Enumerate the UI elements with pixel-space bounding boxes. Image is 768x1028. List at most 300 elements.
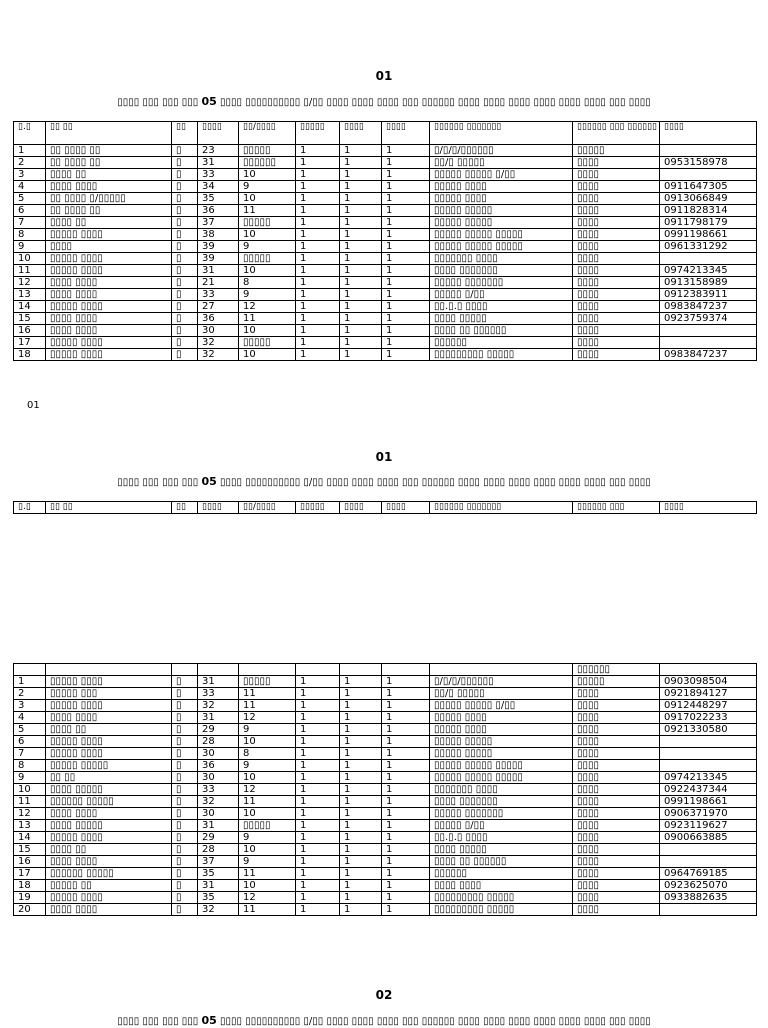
table-cell: 12 (239, 712, 296, 724)
table-cell: 1 (296, 808, 340, 820)
table-cell: ▯▯▯▯▯▯▯▯▯ ▯▯▯▯▯ (430, 904, 573, 916)
table-cell: ▯ (172, 772, 198, 784)
table-cell: 1 (296, 760, 340, 772)
table-cell: ▯ (172, 277, 198, 289)
table-cell: 1 (296, 277, 340, 289)
table-cell: 1 (340, 337, 382, 349)
table-cell: ▯ (172, 904, 198, 916)
table-cell: 0912448297 (660, 700, 757, 712)
table-cell: ▯ (172, 820, 198, 832)
table-cell: 3 (14, 169, 46, 181)
table-cell: ▯▯▯▯ (573, 313, 660, 325)
table-cell: ▯▯ ▯▯ (46, 772, 172, 784)
table-cell: 0911798179 (660, 217, 757, 229)
table-cell: ▯▯▯▯ (573, 217, 660, 229)
table-cell: 36 (198, 313, 239, 325)
table-cell: 1 (296, 313, 340, 325)
table-cell: 33 (198, 784, 239, 796)
table-cell (660, 856, 757, 868)
table-cell: 9 (239, 832, 296, 844)
table-cell: ▯▯▯▯ (46, 241, 172, 253)
table-cell: 0921330580 (660, 724, 757, 736)
table-cell: ▯▯/▯ ▯▯▯▯▯ (430, 157, 573, 169)
table-cell: 10 (239, 325, 296, 337)
table-cell: 1 (382, 868, 430, 880)
table-row (14, 337, 757, 349)
table-cell: ▯ (172, 217, 198, 229)
table-cell: 1 (296, 349, 340, 361)
table-cell: ▯ (172, 880, 198, 892)
table-cell: 11 (14, 265, 46, 277)
table-row (14, 736, 757, 748)
table-cell: ▯▯▯▯▯▯ (239, 157, 296, 169)
table-cell: 6 (14, 736, 46, 748)
table-cell: ▯▯▯▯▯ (296, 502, 340, 514)
table-header-row (14, 502, 757, 514)
table-cell: ▯ (172, 349, 198, 361)
table-cell: ▯▯▯▯▯▯ ▯▯▯ ▯▯▯▯▯▯ (573, 122, 660, 145)
table-cell: ▯▯▯▯▯ ▯▯▯▯ (46, 892, 172, 904)
table-cell: 1 (340, 712, 382, 724)
table-cell: 11 (14, 796, 46, 808)
table-cell: 6 (14, 205, 46, 217)
table-cell: 1 (382, 289, 430, 301)
table-cell: ▯▯▯▯ (573, 796, 660, 808)
heading-text: ▯▯▯▯ ▯▯▯▯▯▯▯▯▯▯ ▯/▯▯ ▯▯▯▯ ▯▯▯▯ ▯▯▯▯ ▯▯▯ ▯▯▯▯▯▯ ▯▯▯▯ ▯▯▯▯ ▯▯▯▯ ▯▯▯▯ ▯▯▯▯ ▯▯▯▯ ▯▯▯ ▯▯▯▯ (220, 97, 651, 108)
table-cell: ▯▯▯▯ (382, 502, 430, 514)
table-cell: 1 (296, 217, 340, 229)
table-cell: 1 (340, 253, 382, 265)
table-cell: ▯▯▯▯ (573, 253, 660, 265)
table-cell: ▯ (172, 289, 198, 301)
table-cell: 1 (296, 289, 340, 301)
table-cell: ▯▯/▯ ▯▯▯▯▯ (430, 688, 573, 700)
table-cell: 1 (340, 181, 382, 193)
table-cell: ▯▯▯▯ (573, 205, 660, 217)
table-cell: ▯▯▯▯▯ ▯/▯▯ (430, 820, 573, 832)
table-cell: ▯▯▯▯▯ (573, 676, 660, 688)
table-cell: ▯▯▯▯▯ ▯▯ (46, 880, 172, 892)
table-cell: 0900663885 (660, 832, 757, 844)
table-cell: 12 (239, 784, 296, 796)
table-row (14, 265, 757, 277)
table-cell: 9 (14, 241, 46, 253)
table-cell: ▯▯▯▯▯ ▯/▯▯ (430, 289, 573, 301)
table-cell: 1 (382, 205, 430, 217)
table-cell: 4 (14, 181, 46, 193)
table-cell: 1 (382, 904, 430, 916)
table-cell: ▯ (172, 832, 198, 844)
table-cell: 0923759374 (660, 313, 757, 325)
table-cell: ▯▯▯▯▯ ▯▯▯▯ (46, 253, 172, 265)
table-cell: ▯▯▯▯ ▯▯▯▯ (430, 880, 573, 892)
table-row (14, 145, 757, 157)
table-cell: 1 (296, 169, 340, 181)
table-row (14, 832, 757, 844)
table-row (14, 904, 757, 916)
table-cell: 0903098504 (660, 676, 757, 688)
table-cell: 7 (14, 217, 46, 229)
table-cell: 1 (382, 820, 430, 832)
table-cell: ▯▯▯▯ ▯▯▯▯▯ (46, 784, 172, 796)
table-cell: 14 (14, 832, 46, 844)
table-cell: ▯▯▯▯▯ ▯▯▯▯▯ ▯▯▯▯▯ (430, 772, 573, 784)
table-cell: 1 (340, 748, 382, 760)
table-cell: ▯▯▯▯ (573, 760, 660, 772)
roster-table-header (13, 501, 757, 514)
table-cell: 1 (296, 748, 340, 760)
table-cell: 1 (296, 700, 340, 712)
table-cell: 11 (239, 904, 296, 916)
table-cell: 17 (14, 868, 46, 880)
table-cell: 1 (340, 313, 382, 325)
table-cell: ▯ (172, 325, 198, 337)
table-row (14, 676, 757, 688)
table-cell: 7 (14, 748, 46, 760)
table-cell: ▯▯▯▯▯ ▯▯▯▯▯ (430, 736, 573, 748)
table-cell: ▯▯▯▯▯▯▯ ▯▯▯▯ (430, 253, 573, 265)
table-cell: ▯▯.▯.▯ ▯▯▯▯ (430, 301, 573, 313)
table-cell: 11 (239, 796, 296, 808)
table-cell: ▯▯▯▯ ▯▯▯▯ (46, 277, 172, 289)
table-cell: ▯ (172, 169, 198, 181)
table-cell: 1 (296, 868, 340, 880)
table-row (14, 748, 757, 760)
document-heading (0, 96, 768, 109)
table-row (14, 856, 757, 868)
table-cell: 38 (198, 229, 239, 241)
table-cell: 13 (14, 289, 46, 301)
table-cell (660, 748, 757, 760)
table-cell: 10 (239, 229, 296, 241)
table-cell: ▯▯▯▯▯ ▯▯▯▯ (46, 700, 172, 712)
table-cell: ▯▯▯▯▯ ▯▯▯ (46, 688, 172, 700)
table-cell: ▯▯▯▯▯ ▯▯▯▯▯ ▯▯▯▯▯ (430, 229, 573, 241)
table-cell: 1 (340, 688, 382, 700)
table-row (14, 868, 757, 880)
table-cell: 33 (198, 289, 239, 301)
table-cell: ▯▯▯▯ (573, 181, 660, 193)
table-cell: 1 (340, 265, 382, 277)
table-cell: ▯▯▯▯ (573, 193, 660, 205)
table-row (14, 181, 757, 193)
table-cell: ▯▯▯▯▯ (239, 337, 296, 349)
table-cell: ▯▯▯▯ (573, 325, 660, 337)
table-cell: 36 (198, 760, 239, 772)
table-cell: 5 (14, 724, 46, 736)
table-cell: ▯▯▯▯ ▯▯▯▯ (46, 313, 172, 325)
table-cell: 10 (14, 253, 46, 265)
heading-number: 05 (201, 1014, 217, 1027)
table-cell: ▯▯▯▯ (573, 784, 660, 796)
table-cell: 10 (239, 844, 296, 856)
table-cell: ▯▯▯▯▯ (239, 217, 296, 229)
table-cell: ▯▯/▯▯▯▯ (239, 502, 296, 514)
table-cell: 1 (296, 784, 340, 796)
table-cell: ▯▯▯▯ ▯▯▯▯ (46, 712, 172, 724)
table-cell: 1 (340, 700, 382, 712)
table-cell: 30 (198, 748, 239, 760)
table-cell: ▯▯▯▯▯ ▯▯▯▯ (46, 265, 172, 277)
table-cell: 1 (296, 832, 340, 844)
table-cell: ▯▯▯▯ (573, 880, 660, 892)
table-cell: ▯ (172, 337, 198, 349)
table-cell: 28 (198, 736, 239, 748)
table-cell: 1 (296, 229, 340, 241)
table-cell: 0922437344 (660, 784, 757, 796)
table-cell: 1 (382, 724, 430, 736)
table-cell: 1 (296, 856, 340, 868)
heading-number: 05 (201, 95, 217, 108)
table-cell: 15 (14, 313, 46, 325)
table-cell: 0911828314 (660, 205, 757, 217)
table-cell: ▯▯▯▯▯▯ ▯▯▯▯▯ (46, 796, 172, 808)
table-cell: ▯▯▯▯▯▯ ▯▯▯▯▯▯▯ (430, 122, 573, 145)
table-row (14, 301, 757, 313)
table-cell: 1 (296, 712, 340, 724)
table-cell: 9 (239, 856, 296, 868)
table-cell: 30 (198, 808, 239, 820)
heading-text: ▯▯▯▯ ▯▯▯ ▯▯▯ ▯▯▯ (117, 1016, 199, 1027)
table-cell: ▯▯ ▯▯ (46, 502, 172, 514)
table-cell: ▯▯▯▯▯ ▯▯▯▯ (430, 193, 573, 205)
table-cell: ▯▯▯▯ (573, 265, 660, 277)
table-cell: 1 (382, 265, 430, 277)
table-cell: ▯ (172, 193, 198, 205)
table-cell: 9 (239, 241, 296, 253)
table-header-row (14, 122, 757, 145)
table-cell: ▯▯▯▯ ▯▯▯▯ (46, 181, 172, 193)
table-cell: ▯▯▯▯ (573, 712, 660, 724)
table-cell: 0991198661 (660, 229, 757, 241)
table-cell: 11 (239, 700, 296, 712)
table-cell: ▯▯▯▯ ▯▯ ▯▯▯▯▯▯ (430, 325, 573, 337)
table-row (14, 277, 757, 289)
table-cell: 35 (198, 868, 239, 880)
table-cell: 1 (340, 229, 382, 241)
table-cell: 1 (340, 880, 382, 892)
table-cell (239, 664, 296, 676)
table-cell: ▯▯▯▯ ▯▯ (46, 169, 172, 181)
table-cell: 1 (296, 772, 340, 784)
table-cell: 13 (14, 820, 46, 832)
table-cell: ▯▯▯▯ ▯▯▯▯▯ (430, 313, 573, 325)
table-cell: ▯▯▯▯ (573, 736, 660, 748)
table-cell: ▯ (172, 748, 198, 760)
table-cell: ▯ (172, 760, 198, 772)
table-cell: 5 (14, 193, 46, 205)
table-cell: ▯▯▯▯▯ ▯▯▯▯▯▯▯ (430, 277, 573, 289)
table-cell: 16 (14, 856, 46, 868)
table-cell: 1 (340, 193, 382, 205)
table-row (14, 289, 757, 301)
table-cell: 1 (296, 205, 340, 217)
table-cell: ▯▯ ▯▯▯▯ ▯/▯▯▯▯▯ (46, 193, 172, 205)
table-cell: 1 (382, 193, 430, 205)
table-cell: 0911647305 (660, 181, 757, 193)
table-cell: ▯ (172, 676, 198, 688)
table-cell: 32 (198, 700, 239, 712)
table-cell: 0921894127 (660, 688, 757, 700)
table-cell: 0964769185 (660, 868, 757, 880)
table-cell: ▯▯▯▯▯ ▯▯▯▯ (46, 832, 172, 844)
table-cell: 18 (14, 349, 46, 361)
table-cell (296, 664, 340, 676)
table-cell: ▯ (172, 157, 198, 169)
table-cell: 10 (239, 736, 296, 748)
table-cell: 0933882635 (660, 892, 757, 904)
table-cell: ▯▯▯▯ ▯▯ (46, 844, 172, 856)
table-cell: 10 (239, 193, 296, 205)
page-number: 01 (375, 69, 393, 83)
table-cell: 1 (382, 712, 430, 724)
table-row (14, 217, 757, 229)
table-cell (660, 337, 757, 349)
table-header-row (14, 664, 757, 676)
table-cell: 14 (14, 301, 46, 313)
table-row (14, 688, 757, 700)
table-row (14, 784, 757, 796)
table-cell: 36 (198, 205, 239, 217)
table-cell: ▯▯▯▯ (573, 844, 660, 856)
table-cell: ▯ (172, 688, 198, 700)
table-cell: ▯ (172, 145, 198, 157)
table-cell: 1 (382, 784, 430, 796)
table-cell: 37 (198, 217, 239, 229)
table-cell: 1 (382, 181, 430, 193)
table-cell: ▯▯ ▯▯▯▯ ▯▯ (46, 205, 172, 217)
table-cell: ▯▯▯▯▯ (239, 253, 296, 265)
table-cell: 28 (198, 844, 239, 856)
table-cell: 12 (239, 301, 296, 313)
table-cell: ▯▯▯▯▯ (573, 145, 660, 157)
table-cell: 1 (382, 157, 430, 169)
table-cell: 29 (198, 724, 239, 736)
table-cell: ▯▯▯▯ (573, 820, 660, 832)
table-cell: 11 (239, 313, 296, 325)
table-cell (46, 664, 172, 676)
table-cell: 1 (340, 325, 382, 337)
roster-table-continued (13, 663, 757, 916)
table-cell: ▯ (172, 265, 198, 277)
table-cell: ▯/▯/▯/▯▯▯▯▯▯ (430, 676, 573, 688)
table-cell: ▯▯▯▯▯ ▯▯▯▯ (46, 748, 172, 760)
table-cell: 12 (239, 892, 296, 904)
table-cell: ▯▯▯▯ (573, 772, 660, 784)
table-cell: 0917022233 (660, 712, 757, 724)
table-cell: 1 (296, 193, 340, 205)
table-row (14, 157, 757, 169)
table-cell: ▯▯▯▯▯ ▯▯▯▯ (46, 229, 172, 241)
table-cell: ▯▯▯▯ (340, 122, 382, 145)
table-cell (382, 664, 430, 676)
table-cell: ▯▯▯▯ (198, 502, 239, 514)
table-cell: 1 (382, 676, 430, 688)
table-cell: ▯▯▯▯ (573, 337, 660, 349)
table-cell (172, 664, 198, 676)
table-cell: 1 (340, 301, 382, 313)
table-cell: 1 (382, 688, 430, 700)
table-cell: 1 (296, 688, 340, 700)
table-cell: 1 (382, 241, 430, 253)
table-cell: ▯▯▯▯▯ (296, 122, 340, 145)
table-cell: 1 (382, 892, 430, 904)
table-cell: ▯▯▯▯ (573, 808, 660, 820)
table-cell: 32 (198, 796, 239, 808)
table-cell: ▯ (172, 712, 198, 724)
table-cell (660, 145, 757, 157)
page-number: 02 (375, 988, 393, 1002)
table-row (14, 808, 757, 820)
table-cell: ▯▯▯▯ (573, 700, 660, 712)
table-row (14, 229, 757, 241)
table-cell: 1 (340, 205, 382, 217)
table-cell: 1 (296, 145, 340, 157)
table-cell: 1 (340, 832, 382, 844)
table-row (14, 700, 757, 712)
table-cell: 1 (340, 760, 382, 772)
table-cell (430, 664, 573, 676)
table-cell: 1 (340, 145, 382, 157)
roster-table (13, 121, 757, 361)
table-cell: 1 (340, 784, 382, 796)
table-cell: 1 (340, 868, 382, 880)
table-cell: 1 (382, 169, 430, 181)
table-cell: 8 (14, 760, 46, 772)
table-cell: ▯▯▯▯ ▯▯ (46, 217, 172, 229)
table-cell (660, 736, 757, 748)
table-cell: ▯▯ (172, 122, 198, 145)
table-cell: 1 (382, 313, 430, 325)
table-row (14, 253, 757, 265)
page-footer-number: 01 (27, 400, 40, 411)
table-cell: 1 (296, 301, 340, 313)
table-cell: ▯▯▯▯ ▯▯▯▯ (46, 808, 172, 820)
table-cell: 31 (198, 676, 239, 688)
table-cell (198, 664, 239, 676)
table-cell: 1 (382, 700, 430, 712)
table-cell: ▯▯▯▯ ▯▯ ▯▯▯▯▯▯ (430, 856, 573, 868)
table-cell: 10 (239, 880, 296, 892)
table-row (14, 760, 757, 772)
table-cell: 1 (382, 349, 430, 361)
table-cell: 1 (340, 844, 382, 856)
table-cell: ▯ (172, 736, 198, 748)
table-cell: 1 (340, 772, 382, 784)
table-cell: ▯▯▯▯ (573, 892, 660, 904)
table-cell: 2 (14, 688, 46, 700)
table-cell: ▯▯▯▯ ▯▯▯▯▯▯▯ (430, 796, 573, 808)
table-cell: 1 (340, 892, 382, 904)
table-cell (660, 253, 757, 265)
table-cell: ▯ (172, 784, 198, 796)
table-cell: 1 (296, 736, 340, 748)
table-cell: 1 (340, 157, 382, 169)
table-cell: 31 (198, 880, 239, 892)
table-cell: 1 (382, 325, 430, 337)
table-cell: 37 (198, 856, 239, 868)
table-cell: ▯▯▯▯ (198, 122, 239, 145)
table-cell: 10 (239, 772, 296, 784)
table-cell: 1 (382, 856, 430, 868)
table-cell: 0983847237 (660, 301, 757, 313)
table-cell: ▯▯▯▯ ▯▯▯▯ (46, 904, 172, 916)
table-cell: 1 (340, 820, 382, 832)
table-row (14, 169, 757, 181)
table-cell: ▯▯▯▯ (573, 868, 660, 880)
table-cell: 1 (340, 277, 382, 289)
table-cell: 1 (296, 181, 340, 193)
